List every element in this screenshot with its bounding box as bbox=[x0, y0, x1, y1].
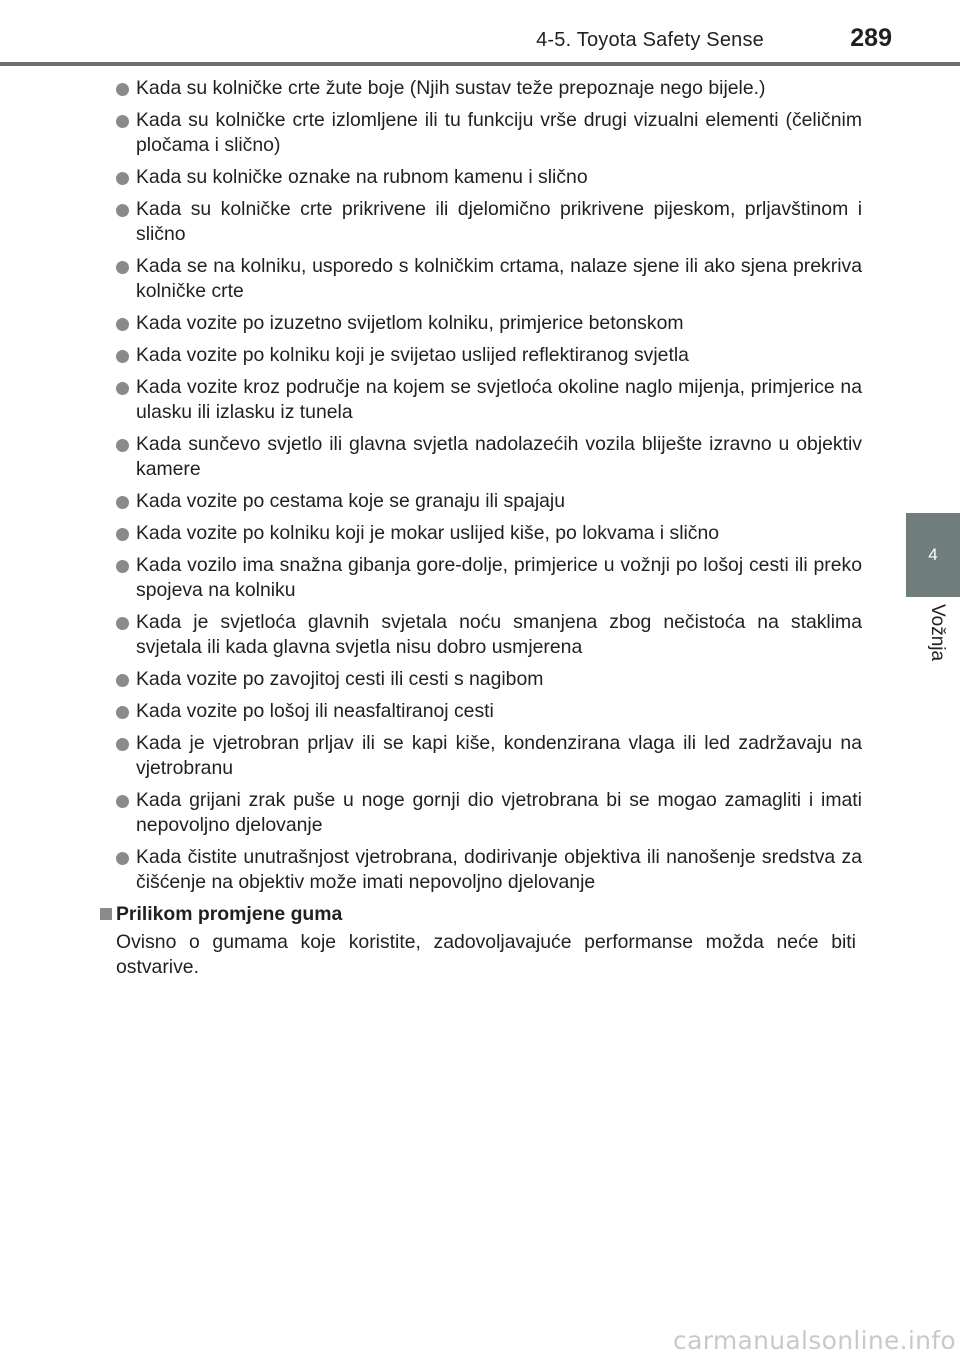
page-number: 289 bbox=[850, 24, 892, 52]
list-item bbox=[116, 610, 862, 660]
bullet-icon bbox=[116, 350, 129, 363]
bullet-icon bbox=[116, 795, 129, 808]
list-item-text: Kada je vjetrobran prljav ili se kapi kiše, kondenzirana vlaga ili led zadržavaju na vjetrobranu bbox=[136, 732, 862, 779]
chapter-tab[interactable] bbox=[906, 513, 960, 597]
bullet-icon bbox=[116, 439, 129, 452]
list-item-text: Kada vozite po zavojitoj cesti ili cesti s nagibom bbox=[136, 668, 544, 690]
page-header bbox=[0, 0, 960, 66]
list-item-text: Kada se na kolniku, usporedo s kolničkim crtama, nalaze sjene ili ako sjena prekriva kolničke crte bbox=[136, 255, 862, 302]
bullet-icon bbox=[116, 83, 129, 96]
list-item-text: Kada su kolničke oznake na rubnom kamenu i slično bbox=[136, 166, 588, 188]
list-item bbox=[116, 254, 862, 304]
list-item-text: Kada vozite po izuzetno svijetlom kolniku, primjerice betonskom bbox=[136, 312, 684, 334]
list-item bbox=[116, 521, 862, 546]
bullet-icon bbox=[116, 528, 129, 541]
bullet-icon bbox=[116, 852, 129, 865]
bullet-icon bbox=[116, 674, 129, 687]
square-bullet-icon bbox=[100, 908, 112, 920]
list-item-text: Kada čistite unutrašnjost vjetrobrana, dodirivanje objektiva ili nanošenje sredstva za čišćenje na objektiv može imati nepovoljno djelovanje bbox=[136, 846, 862, 893]
list-item bbox=[116, 489, 862, 514]
list-item bbox=[116, 197, 862, 247]
list-item bbox=[116, 845, 862, 895]
list-item bbox=[116, 165, 862, 190]
list-item-text: Kada grijani zrak puše u noge gornji dio vjetrobrana bi se mogao zamagliti i imati nepovoljno djelovanje bbox=[136, 789, 862, 836]
subsection-title: Prilikom promjene guma bbox=[116, 903, 343, 925]
list-item bbox=[116, 311, 862, 336]
list-item bbox=[116, 375, 862, 425]
header-rule bbox=[0, 62, 960, 66]
chapter-title: Vožnja bbox=[927, 604, 948, 662]
list-item-text: Kada vozite kroz područje na kojem se svjetloća okoline naglo mijenja, primjerice na ulasku ili izlasku iz tunela bbox=[136, 376, 862, 423]
subsection-text: Ovisno o gumama koje koristite, zadovoljavajuće performanse možda neće biti ostvarive. bbox=[116, 931, 856, 978]
bullet-icon bbox=[116, 115, 129, 128]
list-item-text: Kada je svjetloća glavnih svjetala noću smanjena zbog nečistoća na staklima svjetala ili kada glavna svjetla nisu dobro usmjerena bbox=[136, 611, 862, 658]
bullet-icon bbox=[116, 496, 129, 509]
list-item bbox=[116, 76, 862, 101]
list-item-text: Kada vozite po lošoj ili neasfaltiranoj cesti bbox=[136, 700, 494, 722]
bullet-list bbox=[116, 76, 862, 895]
chapter-number: 4 bbox=[928, 545, 938, 564]
list-item-text: Kada vozite po cestama koje se granaju ili spajaju bbox=[136, 490, 565, 512]
list-item bbox=[116, 553, 862, 603]
bullet-icon bbox=[116, 172, 129, 185]
list-item-text: Kada sunčevo svjetlo ili glavna svjetla nadolazećih vozila bliješte izravno u objektiv kamere bbox=[136, 433, 862, 480]
subsection-heading bbox=[100, 902, 862, 930]
list-item-text: Kada su kolničke crte prikrivene ili djelomično prikrivene pijeskom, prljavštinom i slično bbox=[136, 198, 862, 245]
list-item-text: Kada vozilo ima snažna gibanja gore-dolje, primjerice u vožnji po lošoj cesti ili preko spojeva na kolniku bbox=[136, 554, 862, 601]
list-item-text: Kada su kolničke crte žute boje (Njih sustav teže prepoznaje nego bijele.) bbox=[136, 77, 766, 99]
list-item bbox=[116, 731, 862, 781]
bullet-icon bbox=[116, 617, 129, 630]
bullet-icon bbox=[116, 261, 129, 274]
list-item bbox=[116, 699, 862, 724]
list-item-text: Kada vozite po kolniku koji je svijetao uslijed reflektiranog svjetla bbox=[136, 344, 689, 366]
bullet-icon bbox=[116, 204, 129, 217]
list-item bbox=[116, 667, 862, 692]
bullet-icon bbox=[116, 382, 129, 395]
page-content bbox=[116, 76, 862, 980]
bullet-icon bbox=[116, 560, 129, 573]
bullet-icon bbox=[116, 706, 129, 719]
section-title: 4-5. Toyota Safety Sense bbox=[536, 29, 764, 51]
watermark: carmanualsonline.info bbox=[673, 1326, 956, 1355]
bullet-icon bbox=[116, 318, 129, 331]
list-item bbox=[116, 343, 862, 368]
list-item-text: Kada su kolničke crte izlomljene ili tu funkciju vrše drugi vizualni elementi (čeličnim pločama i slično) bbox=[136, 109, 862, 156]
list-item bbox=[116, 788, 862, 838]
list-item-text: Kada vozite po kolniku koji je mokar uslijed kiše, po lokvama i slično bbox=[136, 522, 720, 544]
bullet-icon bbox=[116, 738, 129, 751]
list-item bbox=[116, 108, 862, 158]
list-item bbox=[116, 432, 862, 482]
